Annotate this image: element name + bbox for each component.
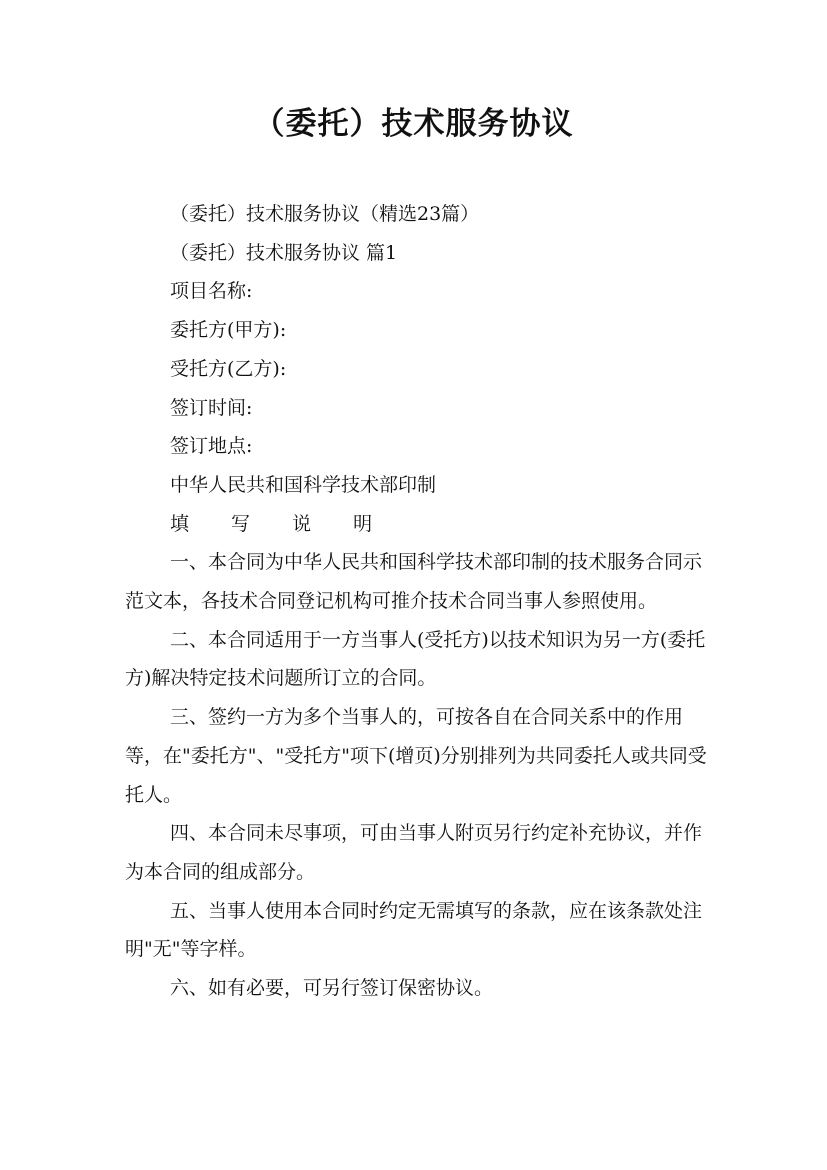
instruction-item-3: 三、签约一方为多个当事人的，可按各自在合同关系中的作用等，在"委托方"、"受托方"项下(增页)分别排列为共同委托人或共同受托人。 (125, 706, 707, 806)
field-signing-place: 签订地点: (170, 435, 253, 458)
section-heading: （委托）技术服务协议 篇1 (170, 241, 398, 264)
document-subtitle: （委托）技术服务协议（精选23篇） (170, 203, 480, 225)
document-title: （委托）技术服务协议 (253, 106, 574, 142)
issuer-line: 中华人民共和国科学技术部印制 (170, 473, 437, 496)
instructions-heading: 填 写 说 明 (170, 512, 391, 535)
field-signing-date: 签订时间: (170, 396, 253, 419)
field-client: 委托方(甲方): (170, 319, 287, 342)
instruction-item-1: 一、本合同为中华人民共和国科学技术部印制的技术服务合同示范文本，各技术合同登记机构可推介技术合同当事人参照使用。 (125, 551, 703, 613)
instruction-item-6: 六、如有必要，可另行签订保密协议。 (170, 977, 494, 1000)
field-project-name: 项目名称: (170, 280, 253, 303)
field-contractor: 受托方(乙方): (170, 357, 287, 380)
instruction-item-2: 二、本合同适用于一方当事人(受托方)以技术知识为另一方(委托方)解决特定技术问题所订立的合同。 (125, 628, 706, 690)
document-body (125, 195, 707, 1008)
instruction-item-5: 五、当事人使用本合同时约定无需填写的条款，应在该条款处注明"无"等字样。 (125, 899, 703, 961)
instruction-item-4: 四、本合同未尽事项，可由当事人附页另行约定补充协议，并作为本合同的组成部分。 (125, 822, 703, 883)
